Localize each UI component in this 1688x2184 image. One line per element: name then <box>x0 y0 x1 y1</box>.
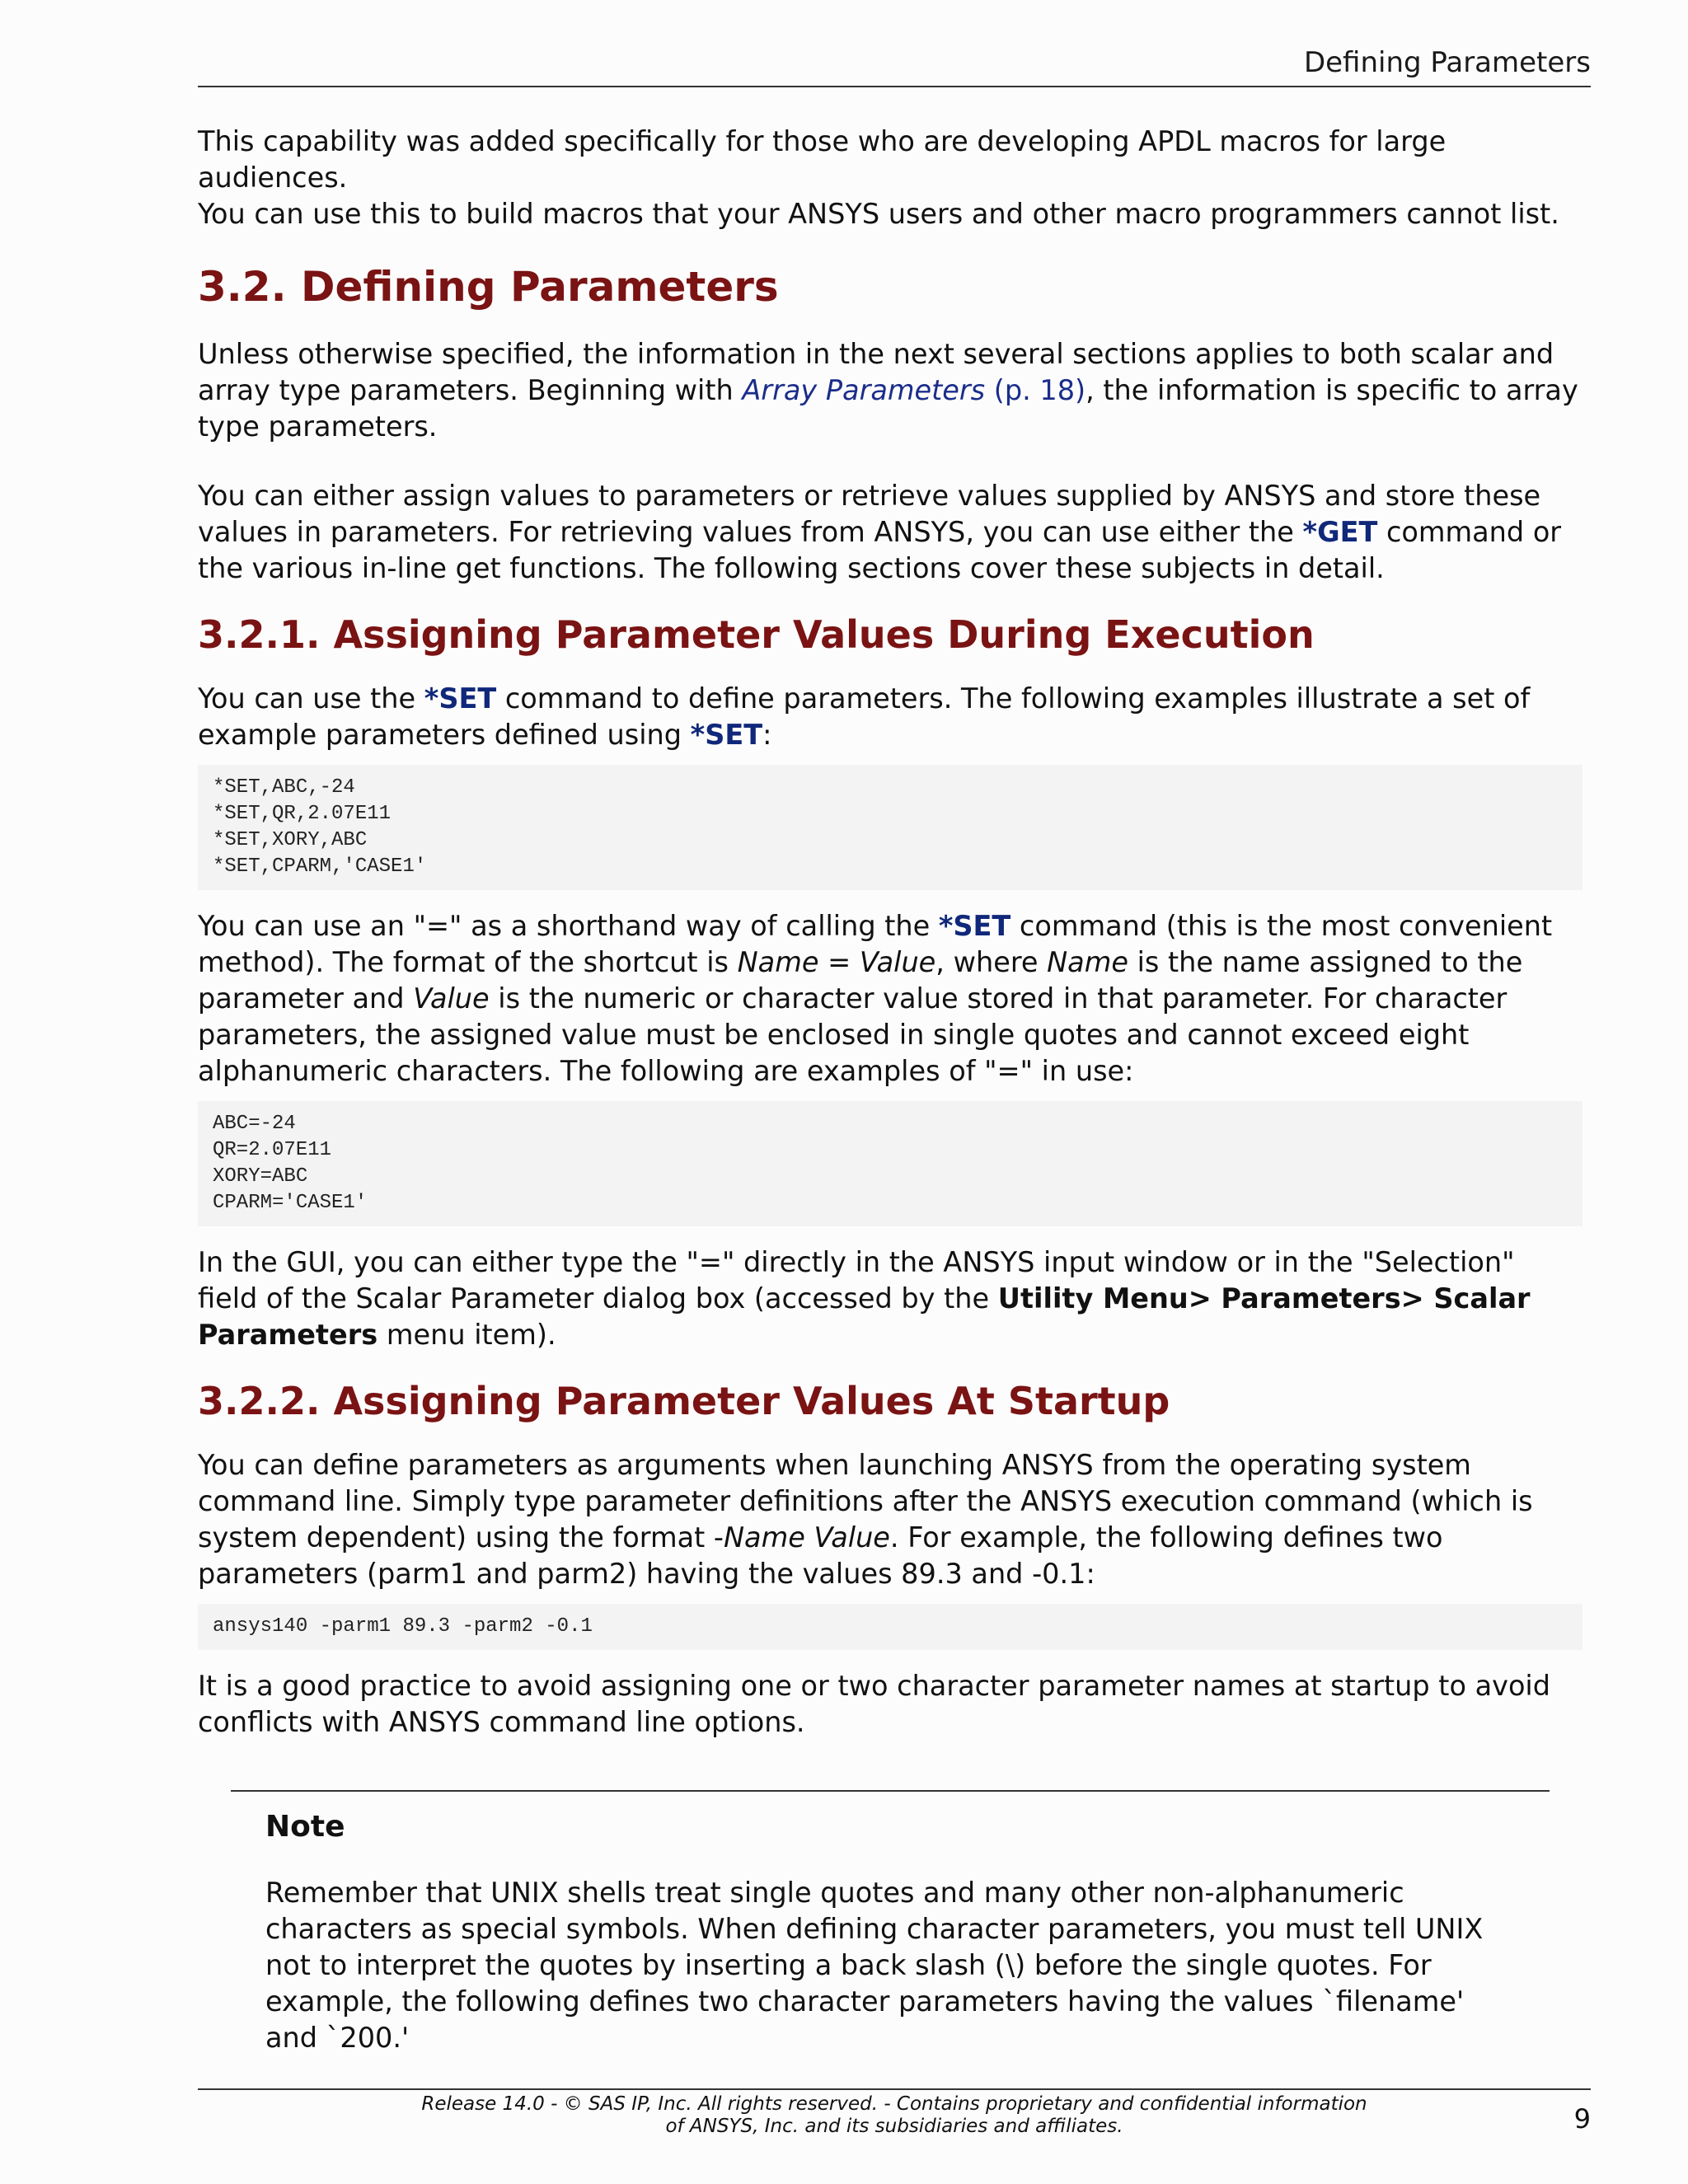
text-run: = <box>818 946 860 978</box>
text-run: , where <box>935 946 1048 978</box>
subsection-1-paragraph-3 <box>198 1244 1582 1353</box>
array-parameters-link[interactable]: Array Parameters <box>742 374 986 406</box>
text-run: Name <box>737 946 819 978</box>
intro-line-2: You can use this to build macros that your ANSYS users and other macro programmers cannot list. <box>198 198 1559 230</box>
text-run: Value <box>859 946 936 978</box>
subsection-1-paragraph-1 <box>198 681 1582 753</box>
text-run: command or the various in-line get functions. The following sections cover these subjects in detail. <box>198 516 1562 584</box>
section-paragraph-1 <box>198 336 1582 445</box>
section-heading: 3.2. Defining Parameters <box>198 263 779 311</box>
note-box <box>231 1790 1550 2056</box>
intro-paragraph <box>198 124 1582 232</box>
page-footer <box>198 2088 1591 2138</box>
text-run: command to define parameters. The following examples illustrate a set of example parameters defined using <box>198 682 1531 751</box>
footer-line-1: Release 14.0 - © SAS IP, Inc. All rights reserved. - Contains proprietary and confidential information <box>421 2093 1367 2115</box>
text-run: Name <box>1047 946 1128 978</box>
text-run: You can either assign values to parameters or retrieve values supplied by ANSYS and store these values in parameters. For retrieving values from ANSYS, you can use either the <box>198 480 1541 548</box>
text-run: Unless otherwise specified, the information in the next several sections applies to both scalar and array type parameters. Beginning with <box>198 338 1554 406</box>
subsection-2-paragraph-1 <box>198 1447 1582 1592</box>
text-run: You can define parameters as arguments when launching ANSYS from the operating system command line. Simply type parameter definitions after the ANSYS execution command (which is system dependent) using the format - <box>198 1449 1533 1554</box>
subsection-2-paragraph-2: It is a good practice to avoid assigning one or two character parameter names at startup to avoid conflicts with ANSYS command line options. <box>198 1670 1551 1738</box>
text-run: is the numeric or character value stored in that parameter. For character parameters, the assigned value must be enclosed in single quotes and cannot exceed eight alphanumeric characters. The following are examples of "=" in use: <box>198 982 1507 1087</box>
subsection-1-paragraph-2 <box>198 908 1582 1090</box>
page-content <box>198 124 1582 1741</box>
text-run: : <box>762 719 772 751</box>
footer-legal <box>198 2090 1591 2138</box>
subsection-1-heading: 3.2.1. Assigning Parameter Values During Execution <box>198 612 1315 657</box>
text-run: menu item). <box>377 1319 556 1351</box>
text-run: is the name assigned to the parameter and <box>198 946 1523 1015</box>
set-command-link-2[interactable]: *SET <box>690 719 763 751</box>
intro-line-1: This capability was added specifically for those who are developing APDL macros for large audiences. <box>198 125 1447 194</box>
text-run: You can use an "=" as a shorthand way of calling the <box>198 910 939 942</box>
section-paragraph-2 <box>198 478 1582 587</box>
note-title: Note <box>265 1810 345 1844</box>
footer-line-2: of ANSYS, Inc. and its subsidiaries and affiliates. <box>665 2116 1123 2137</box>
code-block-equals-examples: ABC=-24 QR=2.07E11 XORY=ABC CPARM='CASE1' <box>198 1101 1582 1226</box>
subsection-2-heading: 3.2.2. Assigning Parameter Values At Startup <box>198 1379 1170 1423</box>
menu-path: Utility Menu> Parameters> Scalar Parameters <box>198 1282 1531 1351</box>
set-command-link-3[interactable]: *SET <box>938 910 1011 942</box>
text-run: , the information is specific to array type parameters. <box>198 374 1578 443</box>
text-run: You can use the <box>198 682 424 715</box>
page-number: 9 <box>1573 2103 1591 2135</box>
array-parameters-page-link[interactable]: (p. 18) <box>993 374 1086 406</box>
note-body: Remember that UNIX shells treat single quotes and many other non-alphanumeric characters as special symbols. When defining character parameters, you must tell UNIX not to interpret the quotes by inserting a back slash (\) before the single quotes. For example, the following defines two character parameters having the values `filename' and `200.' <box>265 1877 1484 2054</box>
running-header <box>198 46 1591 87</box>
get-command-link[interactable]: *GET <box>1302 516 1378 548</box>
text-run: Name Value <box>723 1521 890 1554</box>
code-block-set-examples: *SET,ABC,-24 *SET,QR,2.07E11 *SET,XORY,ABC *SET,CPARM,'CASE1' <box>198 765 1582 890</box>
set-command-link[interactable]: *SET <box>424 682 497 715</box>
text-run: In the GUI, you can either type the "=" directly in the ANSYS input window or in the "Selection" field of the Scalar Parameter dialog box (accessed by the <box>198 1246 1515 1315</box>
code-block-startup-example: ansys140 -parm1 89.3 -parm2 -0.1 <box>198 1604 1582 1650</box>
text-run: Value <box>413 982 490 1015</box>
text-run: . For example, the following defines two parameters (parm1 and parm2) having the values 89.3 and -0.1: <box>198 1521 1443 1590</box>
running-header-title: Defining Parameters <box>1303 46 1591 79</box>
text-run: command (this is the most convenient method). The format of the shortcut is <box>198 910 1553 978</box>
